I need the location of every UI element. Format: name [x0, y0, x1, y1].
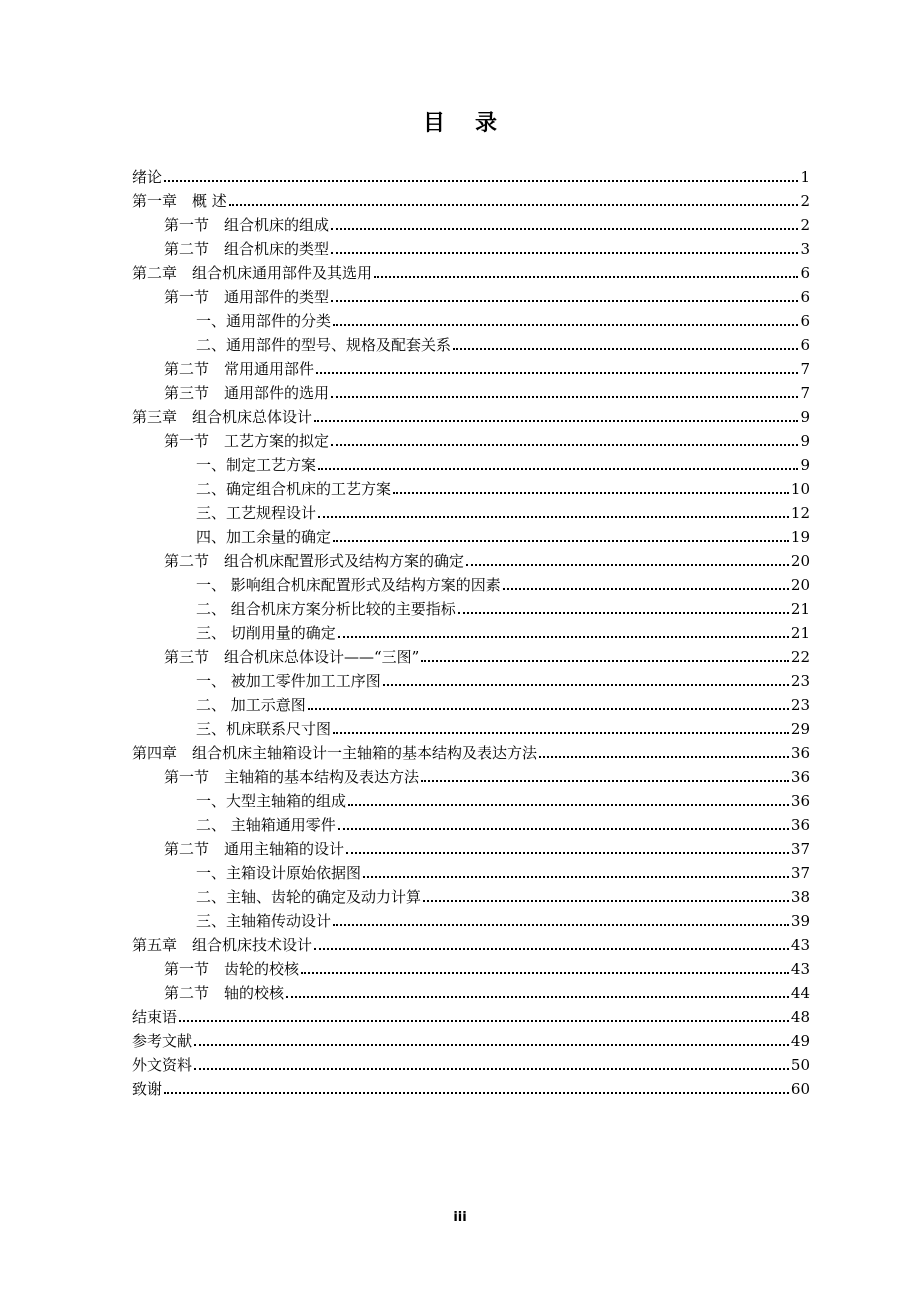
toc-entry[interactable] — [132, 907, 810, 931]
toc-dot-leader — [286, 996, 789, 998]
toc-entry[interactable] — [132, 1027, 810, 1051]
toc-entry-page: 39 — [790, 912, 810, 930]
toc-entry-page: 6 — [800, 336, 810, 354]
toc-entry-title: 二、通用部件的型号、规格及配套关系 — [196, 336, 452, 354]
toc-entry-title: 第一节 主轴箱的基本结构及表达方法 — [164, 768, 420, 786]
toc-entry[interactable] — [132, 307, 810, 331]
toc-dot-leader — [331, 228, 798, 230]
toc-entry[interactable] — [132, 355, 810, 379]
toc-entry[interactable] — [132, 235, 810, 259]
toc-entry-title: 二、 加工示意图 — [196, 696, 306, 714]
toc-dot-leader — [383, 684, 789, 686]
toc-dot-leader — [393, 492, 789, 494]
toc-entry-title: 第一节 组合机床的组成 — [164, 216, 330, 234]
toc-dot-leader — [331, 444, 798, 446]
toc-entry-title: 第五章 组合机床技术设计 — [132, 936, 313, 954]
toc-entry-page: 20 — [790, 552, 810, 570]
toc-entry-title: 一、制定工艺方案 — [196, 456, 317, 474]
toc-dot-leader — [539, 756, 789, 758]
toc-entry-title: 第二节 轴的校核 — [164, 984, 285, 1002]
toc-entry-title: 第三节 组合机床总体设计——“三图” — [164, 648, 420, 666]
toc-entry-page: 2 — [800, 216, 810, 234]
toc-dot-leader — [308, 708, 789, 710]
toc-entry[interactable] — [132, 379, 810, 403]
toc-entry-title: 外文资料 — [132, 1056, 193, 1074]
toc-entry-page: 21 — [790, 624, 810, 642]
toc-dot-leader — [318, 516, 789, 518]
toc-entry[interactable] — [132, 667, 810, 691]
toc-entry-title: 第四章 组合机床主轴箱设计一主轴箱的基本结构及表达方法 — [132, 744, 538, 762]
toc-entry-title: 第一节 通用部件的类型 — [164, 288, 330, 306]
toc-dot-leader — [421, 780, 789, 782]
toc-entry-page: 23 — [790, 672, 810, 690]
table-of-contents — [132, 163, 810, 1099]
toc-entry-page: 48 — [790, 1008, 810, 1026]
toc-entry-page: 50 — [790, 1056, 810, 1074]
toc-dot-leader — [466, 564, 789, 566]
toc-entry-page: 38 — [790, 888, 810, 906]
toc-entry-page: 12 — [790, 504, 810, 522]
toc-entry-title: 一、主箱设计原始依据图 — [196, 864, 362, 882]
toc-entry-title: 第三节 通用部件的选用 — [164, 384, 330, 402]
toc-entry-title: 一、大型主轴箱的组成 — [196, 792, 347, 810]
toc-entry[interactable] — [132, 595, 810, 619]
toc-entry[interactable] — [132, 427, 810, 451]
toc-entry[interactable] — [132, 187, 810, 211]
toc-entry-page: 6 — [800, 288, 810, 306]
toc-entry-title: 第二节 组合机床配置形式及结构方案的确定 — [164, 552, 465, 570]
toc-entry[interactable] — [132, 283, 810, 307]
toc-dot-leader — [316, 372, 798, 374]
toc-entry-page: 36 — [790, 768, 810, 786]
toc-entry-page: 7 — [800, 360, 810, 378]
toc-dot-leader — [331, 252, 798, 254]
toc-entry-page: 22 — [790, 648, 810, 666]
toc-entry-title: 二、 主轴箱通用零件 — [196, 816, 336, 834]
toc-entry-page: 1 — [800, 168, 810, 186]
toc-entry-page: 9 — [800, 456, 810, 474]
toc-dot-leader — [194, 1044, 789, 1046]
toc-entry[interactable] — [132, 955, 810, 979]
toc-entry[interactable] — [132, 499, 810, 523]
toc-entry-page: 9 — [800, 408, 810, 426]
toc-entry[interactable] — [132, 859, 810, 883]
toc-dot-leader — [458, 612, 789, 614]
toc-entry-title: 一、 被加工零件加工工序图 — [196, 672, 381, 690]
toc-entry-page: 43 — [790, 936, 810, 954]
toc-dot-leader — [314, 420, 798, 422]
toc-dot-leader — [348, 804, 789, 806]
toc-dot-leader — [331, 300, 798, 302]
toc-dot-leader — [229, 204, 799, 206]
toc-entry-page: 2 — [800, 192, 810, 210]
toc-dot-leader — [164, 180, 798, 182]
toc-entry[interactable] — [132, 475, 810, 499]
toc-entry-page: 9 — [800, 432, 810, 450]
toc-entry-page: 37 — [790, 864, 810, 882]
toc-entry-title: 第二节 通用主轴箱的设计 — [164, 840, 345, 858]
toc-entry[interactable] — [132, 691, 810, 715]
toc-entry[interactable] — [132, 1075, 810, 1099]
toc-entry-page: 44 — [790, 984, 810, 1002]
toc-entry-title: 二、确定组合机床的工艺方案 — [196, 480, 392, 498]
toc-entry-page: 60 — [790, 1080, 810, 1098]
toc-entry-title: 结束语 — [132, 1008, 178, 1026]
toc-entry[interactable] — [132, 523, 810, 547]
toc-entry-title: 二、主轴、齿轮的确定及动力计算 — [196, 888, 422, 906]
toc-entry-page: 3 — [800, 240, 810, 258]
toc-entry[interactable] — [132, 787, 810, 811]
toc-entry[interactable] — [132, 163, 810, 187]
toc-entry[interactable] — [132, 835, 810, 859]
toc-entry-title: 第一章 概 述 — [132, 192, 227, 210]
toc-entry-page: 6 — [800, 264, 810, 282]
toc-dot-leader — [338, 828, 789, 830]
toc-dot-leader — [331, 396, 798, 398]
toc-dot-leader — [338, 636, 789, 638]
toc-dot-leader — [503, 588, 789, 590]
toc-dot-leader — [421, 660, 789, 662]
toc-entry[interactable] — [132, 547, 810, 571]
toc-dot-leader — [333, 324, 798, 326]
toc-entry-page: 36 — [790, 744, 810, 762]
toc-entry-title: 第二节 常用通用部件 — [164, 360, 315, 378]
toc-dot-leader — [301, 972, 789, 974]
toc-entry-page: 6 — [800, 312, 810, 330]
page-title: 目录 — [422, 111, 527, 136]
toc-entry-page: 20 — [790, 576, 810, 594]
toc-entry[interactable] — [132, 403, 810, 427]
toc-dot-leader — [314, 948, 789, 950]
toc-dot-leader — [374, 276, 798, 278]
toc-entry-page: 37 — [790, 840, 810, 858]
toc-entry[interactable] — [132, 715, 810, 739]
toc-dot-leader — [423, 900, 789, 902]
toc-entry-title: 致谢 — [132, 1080, 163, 1098]
toc-entry[interactable] — [132, 259, 810, 283]
toc-entry[interactable] — [132, 643, 810, 667]
toc-dot-leader — [164, 1092, 789, 1094]
toc-entry-title: 一、 影响组合机床配置形式及结构方案的因素 — [196, 576, 501, 594]
toc-entry-title: 四、加工余量的确定 — [196, 528, 332, 546]
page-number: iii — [453, 1210, 467, 1225]
toc-entry-title: 三、主轴箱传动设计 — [196, 912, 332, 930]
toc-entry-page: 10 — [790, 480, 810, 498]
toc-entry[interactable] — [132, 331, 810, 355]
toc-entry-title: 参考文献 — [132, 1032, 193, 1050]
toc-entry[interactable] — [132, 1003, 810, 1027]
toc-dot-leader — [194, 1068, 789, 1070]
toc-entry[interactable] — [132, 571, 810, 595]
toc-entry[interactable] — [132, 619, 810, 643]
toc-entry-page: 23 — [790, 696, 810, 714]
toc-entry-title: 三、 切削用量的确定 — [196, 624, 336, 642]
toc-entry-page: 29 — [790, 720, 810, 738]
toc-entry[interactable] — [132, 931, 810, 955]
toc-dot-leader — [333, 540, 789, 542]
toc-dot-leader — [453, 348, 798, 350]
toc-dot-leader — [346, 852, 789, 854]
toc-entry-title: 第一节 工艺方案的拟定 — [164, 432, 330, 450]
toc-entry[interactable] — [132, 763, 810, 787]
toc-entry[interactable] — [132, 211, 810, 235]
toc-entry-title: 三、机床联系尺寸图 — [196, 720, 332, 738]
toc-entry[interactable] — [132, 811, 810, 835]
toc-entry-title: 第一节 齿轮的校核 — [164, 960, 300, 978]
toc-dot-leader — [179, 1020, 789, 1022]
toc-entry[interactable] — [132, 979, 810, 1003]
toc-entry[interactable] — [132, 883, 810, 907]
toc-entry-page: 21 — [790, 600, 810, 618]
toc-dot-leader — [333, 924, 789, 926]
toc-entry-title: 三、工艺规程设计 — [196, 504, 317, 522]
toc-entry-title: 二、 组合机床方案分析比较的主要指标 — [196, 600, 456, 618]
toc-entry-title: 绪论 — [132, 168, 163, 186]
toc-dot-leader — [318, 468, 798, 470]
toc-dot-leader — [333, 732, 789, 734]
toc-entry-page: 7 — [800, 384, 810, 402]
toc-entry-page: 36 — [790, 816, 810, 834]
toc-entry-page: 36 — [790, 792, 810, 810]
toc-entry-page: 43 — [790, 960, 810, 978]
toc-entry[interactable] — [132, 739, 810, 763]
toc-entry-page: 49 — [790, 1032, 810, 1050]
toc-dot-leader — [363, 876, 789, 878]
toc-entry-title: 第二节 组合机床的类型 — [164, 240, 330, 258]
toc-entry[interactable] — [132, 1051, 810, 1075]
toc-entry-title: 一、通用部件的分类 — [196, 312, 332, 330]
toc-entry[interactable] — [132, 451, 810, 475]
toc-entry-page: 19 — [790, 528, 810, 546]
toc-entry-title: 第三章 组合机床总体设计 — [132, 408, 313, 426]
toc-entry-title: 第二章 组合机床通用部件及其选用 — [132, 264, 373, 282]
